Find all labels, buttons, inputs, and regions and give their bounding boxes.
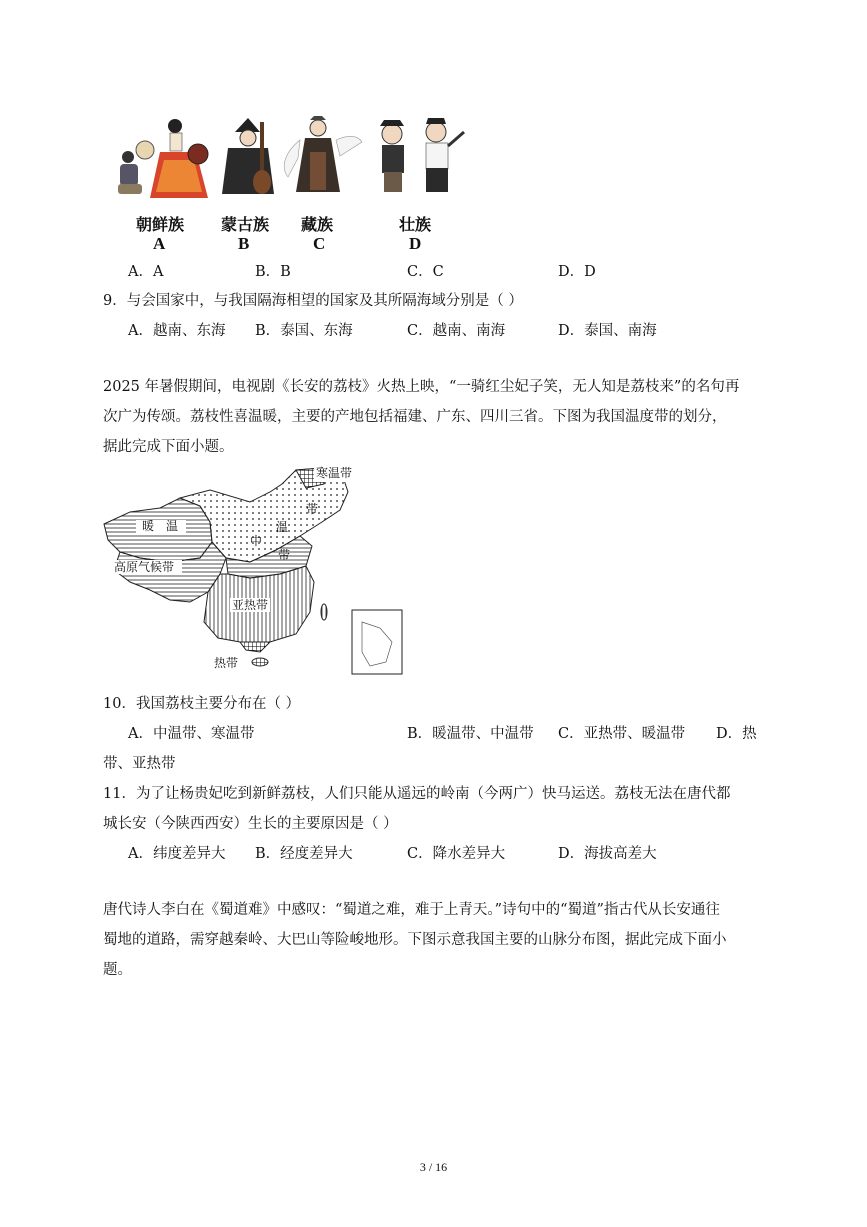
ethnic-letter-c: C [313,234,326,253]
passage1-line-1: 2025 年暑假期间，电视剧《长安的荔枝》火热上映，“一骑红尘妃子笑，无人知是荔枝来”的名句再 [103,379,740,395]
map-label-warm-temperate: 暖 温 [142,519,179,533]
page-number: 3 / 16 [419,1160,448,1174]
map-label-mid-3: 带 [306,502,319,516]
map-label-plateau: 高原气候带 [114,560,175,574]
q8-option-a[interactable]: A．A [128,264,164,280]
map-label-mid-1: 中 [250,534,263,548]
ethnic-label-d: 壮族 [398,215,431,234]
q10-option-a[interactable]: A．中温带、寒温带 [128,726,255,742]
passage1-line-2: 次广为传颂。荔枝性喜温暖，主要的产地包括福建、广东、四川三省。下图为我国温度带的划分， [103,409,727,425]
q11-option-c[interactable]: C．降水差异大 [407,846,506,862]
ethnic-illustration [100,112,480,212]
q11-option-a[interactable]: A．纬度差异大 [128,846,226,862]
q9-option-b[interactable]: B．泰国、东海 [255,323,353,339]
q10-option-c[interactable]: C．亚热带、暖温带 [558,726,686,742]
ethnic-label-a: 朝鲜族 [135,215,184,234]
passage2-line-2: 蜀地的道路，需穿越秦岭、大巴山等险峻地形。下图示意我国主要的山脉分布图，据此完成下面小 [103,932,727,948]
ethnic-letter-d: D [409,234,422,253]
map-label-warm-band: 带 [278,548,291,562]
zhuang-figures [380,118,464,192]
q10-option-d-wrap: 带、亚热带 [103,756,176,772]
ethnic-label-c: 藏族 [300,215,333,234]
tibetan-figure [284,116,362,192]
q11-option-d[interactable]: D．海拔高差大 [558,846,657,862]
q11-option-b[interactable]: B．经度差异大 [255,846,353,862]
q11-stem-line-1: 11．为了让杨贵妃吃到新鲜荔枝，人们只能从遥远的岭南（今两广）快马运送。荔枝无法在唐代都 [103,786,731,802]
q8-option-c[interactable]: C．C [407,264,444,280]
map-label-mid-2: 温 [276,520,289,534]
map-label-tropical: 热带 [214,656,239,670]
ethnic-label-b: 蒙古族 [220,215,269,234]
map-label-cold-temperate: 寒温带 [316,466,353,480]
q8-option-b[interactable]: B．B [255,264,291,280]
temperature-zone-map [100,462,410,682]
mongolian-figure [222,118,274,194]
ethnic-costume-figure [100,112,480,212]
map-label-subtropical: 亚热带 [232,598,269,612]
q9-option-d[interactable]: D．泰国、南海 [558,323,657,339]
q9-option-c[interactable]: C．越南、南海 [407,323,506,339]
korean-figures [118,119,208,198]
q11-stem-line-2: 城长安（今陕西西安）生长的主要原因是（ ） [103,816,398,832]
q9-option-a[interactable]: A．越南、东海 [128,323,226,339]
q8-option-d[interactable]: D．D [558,264,596,280]
passage2-line-3: 题。 [103,962,132,978]
q9-stem: 9．与会国家中，与我国隔海相望的国家及其所隔海域分别是（ ） [103,293,523,309]
ethnic-letter-b: B [238,234,250,253]
q10-stem: 10．我国荔枝主要分布在（ ） [103,696,301,712]
passage1-line-3: 据此完成下面小题。 [103,439,234,455]
passage2-line-1: 唐代诗人李白在《蜀道难》中感叹：“蜀道之难，难于上青天。”诗句中的“蜀道”指古代从长安通往 [103,902,720,918]
ethnic-letter-a: A [153,234,166,253]
q10-option-b[interactable]: B．暖温带、中温带 [407,726,534,742]
q10-option-d[interactable]: D．热 [716,726,757,742]
